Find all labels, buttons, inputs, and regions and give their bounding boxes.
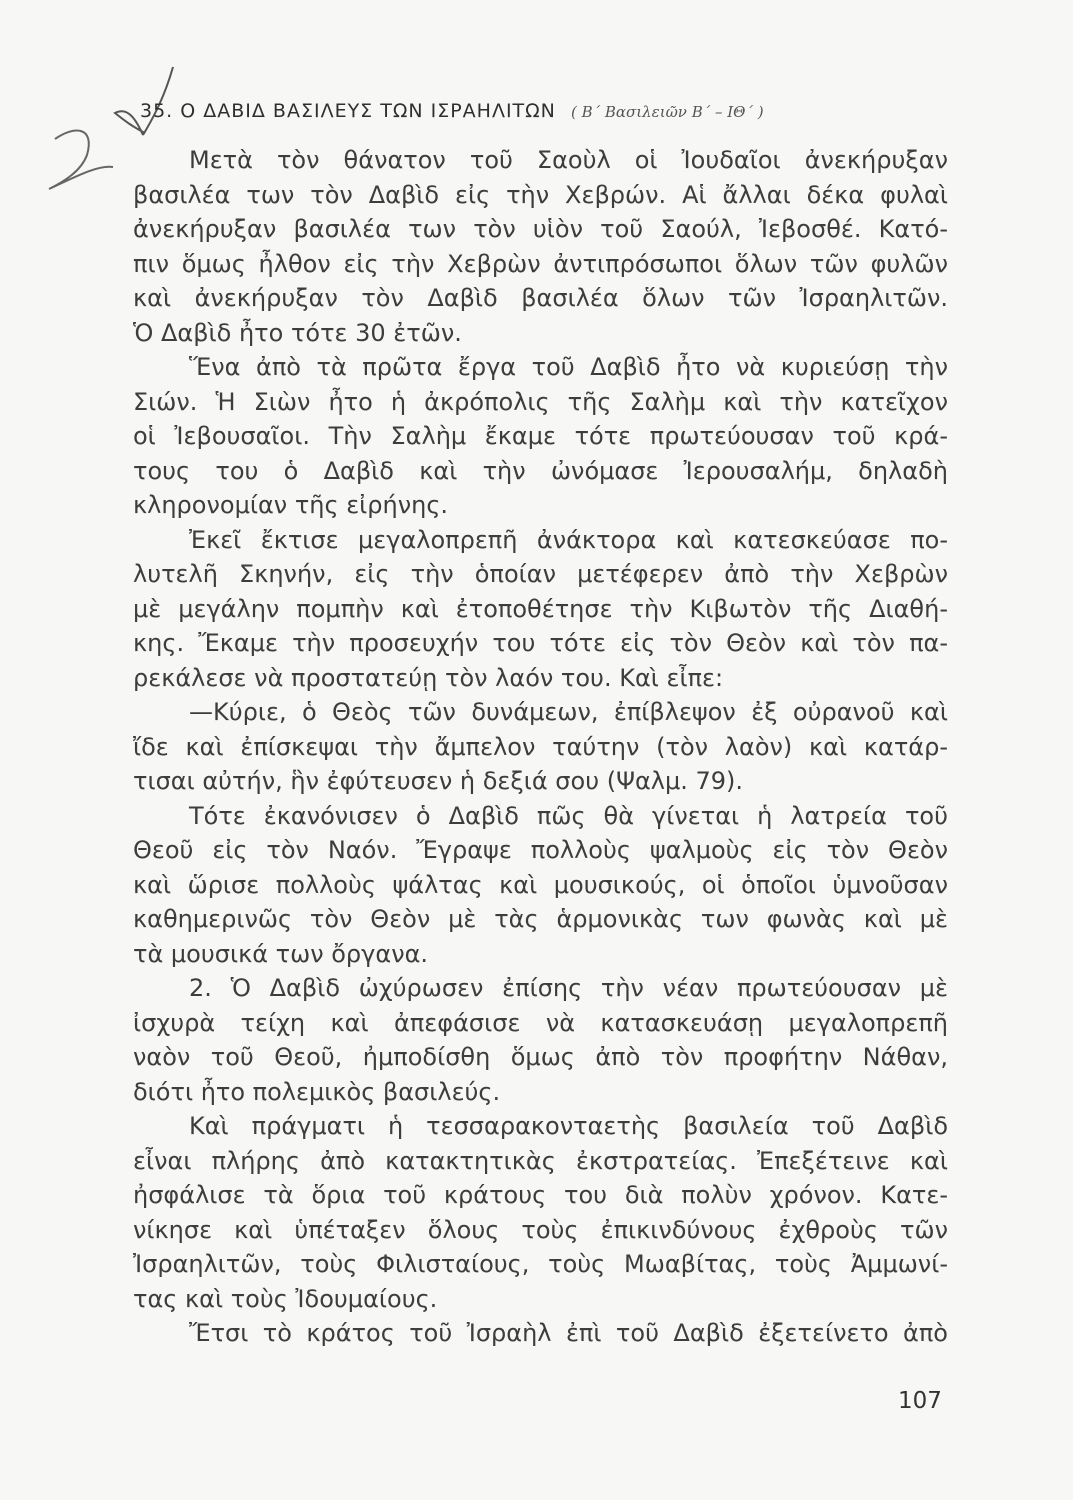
text-line: καὶ ἀνεκήρυξαν τὸν Δαβὶδ βασιλέα ὅλων τῶν Ἰσραηλιτῶν. bbox=[133, 284, 948, 312]
text-line: κληρονομίαν τῆς εἰρήνης. bbox=[133, 491, 449, 519]
text-line: πιν ὅμως ἦλθον εἰς τὴν Χεβρὼν ἀντιπρόσωποι ὅλων τῶν φυλῶν bbox=[133, 249, 948, 278]
text-line: ἀνεκήρυξαν βασιλέα των τὸν υἱὸν τοῦ Σαούλ, Ἰεβοσθέ. Κατό- bbox=[133, 215, 948, 243]
scripture-reference: ( Β΄ Βασιλειῶν Β΄ – ΙΘ΄ ) bbox=[570, 103, 764, 121]
text-line: Σιών. Ἡ Σιὼν ἦτο ἡ ἀκρόπολις τῆς Σαλὴμ καὶ τὴν κατεῖχον bbox=[133, 387, 948, 416]
text-line: εἶναι πλήρης ἀπὸ κατακτητικὰς ἐκστρατείας. Ἐπεξέτεινε καὶ bbox=[133, 1146, 948, 1175]
text-line: ἰσχυρὰ τείχη καὶ ἀπεφάσισε νὰ κατασκευάσῃ μεγαλοπρεπῆ bbox=[133, 1008, 948, 1037]
text-line: ἴδε καὶ ἐπίσκεψαι τὴν ἄμπελον ταύτην (τὸν λαὸν) καὶ κατάρ- bbox=[133, 732, 948, 761]
text-line: κης. Ἔκαμε τὴν προσευχήν του τότε εἰς τὸν Θεὸν καὶ τὸν πα- bbox=[133, 629, 948, 657]
text-line: Ὁ Δαβὶδ ἦτο τότε 30 ἐτῶν. bbox=[133, 318, 462, 347]
text-line: βασιλέα των τὸν Δαβὶδ εἰς τὴν Χεβρών. Αἱ ἄλλαι δέκα φυλαὶ bbox=[133, 180, 948, 209]
text-line: Ἕνα ἀπὸ τὰ πρῶτα ἔργα τοῦ Δαβὶδ ἦτο νὰ κυριεύσῃ τὴν bbox=[189, 353, 948, 381]
text-line: νίκησε καὶ ὑπέταξεν ὅλους τοὺς ἐπικινδύνους ἐχθροὺς τῶν bbox=[133, 1215, 948, 1244]
text-line: Ἐκεῖ ἔκτισε μεγαλοπρεπῆ ἀνάκτορα καὶ κατεσκεύασε πο- bbox=[189, 525, 948, 554]
text-line: διότι ἦτο πολεμικὸς βασιλεύς. bbox=[133, 1077, 501, 1106]
page-number: 107 bbox=[898, 1388, 942, 1414]
text-line: λυτελῆ Σκηνήν, εἰς τὴν ὁποίαν μετέφερεν ἀπὸ τὴν Χεβρὼν bbox=[133, 560, 948, 588]
text-line: τους του ὁ Δαβὶδ καὶ τὴν ὠνόμασε Ἰερουσαλήμ, δηλαδὴ bbox=[133, 456, 948, 485]
text-line: ἠσφάλισε τὰ ὅρια τοῦ κράτους του διὰ πολὺν χρόνον. Κατε- bbox=[133, 1181, 948, 1209]
text-line: μὲ μεγάλην πομπὴν καὶ ἐτοποθέτησε τὴν Κιβωτὸν τῆς Διαθή- bbox=[133, 594, 948, 623]
text-line: τας καὶ τοὺς Ἰδουμαίους. bbox=[133, 1284, 438, 1313]
text-line: Ἰσραηλιτῶν, τοὺς Φιλισταίους, τοὺς Μωαβίτας, τοὺς Ἀμμωνί- bbox=[133, 1250, 948, 1278]
text-line: καθημερινῶς τὸν Θεὸν μὲ τὰς ἁρμονικὰς των φωνὰς καὶ μὲ bbox=[133, 905, 948, 933]
lesson-heading bbox=[140, 100, 764, 122]
text-line: Ἔτσι τὸ κράτος τοῦ Ἰσραὴλ ἐπὶ τοῦ Δαβὶδ ἐξετείνετο ἀπὸ bbox=[189, 1319, 948, 1347]
text-line: οἱ Ἰεβουσαῖοι. Τὴν Σαλὴμ ἔκαμε τότε πρωτεύουσαν τοῦ κρά- bbox=[133, 422, 948, 450]
text-line: Τότε ἐκανόνισεν ὁ Δαβὶδ πῶς θὰ γίνεται ἡ λατρεία τοῦ bbox=[189, 801, 948, 830]
text-line: τὰ μουσικά των ὄργανα. bbox=[133, 939, 429, 968]
text-line: Μετὰ τὸν θάνατον τοῦ Σαοὺλ οἱ Ἰουδαῖοι ἀνεκήρυξαν bbox=[189, 146, 948, 174]
text-line: —Κύριε, ὁ Θεὸς τῶν δυνάμεων, ἐπίβλεψον ἐξ οὐρανοῦ καὶ bbox=[189, 698, 948, 726]
text-line: ρεκάλεσε νὰ προστατεύῃ τὸν λαόν του. Καὶ εἶπε: bbox=[133, 663, 724, 692]
text-line: Καὶ πράγματι ἡ τεσσαρακονταετὴς βασιλεία τοῦ Δαβὶδ bbox=[189, 1112, 948, 1140]
lesson-title: Ο ΔΑΒΙΔ ΒΑΣΙΛΕΥΣ ΤΩΝ ΙΣΡΑΗΛΙΤΩΝ bbox=[180, 100, 556, 122]
lesson-number: 35. bbox=[140, 100, 174, 122]
text-line: ναὸν τοῦ Θεοῦ, ἠμποδίσθη ὅμως ἀπὸ τὸν προφήτην Νάθαν, bbox=[133, 1043, 948, 1071]
text-line: Θεοῦ εἰς τὸν Ναόν. Ἔγραψε πολλοὺς ψαλμοὺς εἰς τὸν Θεὸν bbox=[133, 836, 948, 864]
text-line: 2. Ὁ Δαβὶδ ὠχύρωσεν ἐπίσης τὴν νέαν πρωτεύουσαν μὲ bbox=[189, 974, 948, 1002]
lesson-text bbox=[133, 143, 948, 1351]
text-line: καὶ ὥρισε πολλοὺς ψάλτας καὶ μουσικούς, οἱ ὁποῖοι ὑμνοῦσαν bbox=[133, 870, 948, 899]
text-line: τισαι αὐτήν, ἣν ἐφύτευσεν ἡ δεξιά σου (Ψαλμ. 79). bbox=[133, 767, 744, 795]
